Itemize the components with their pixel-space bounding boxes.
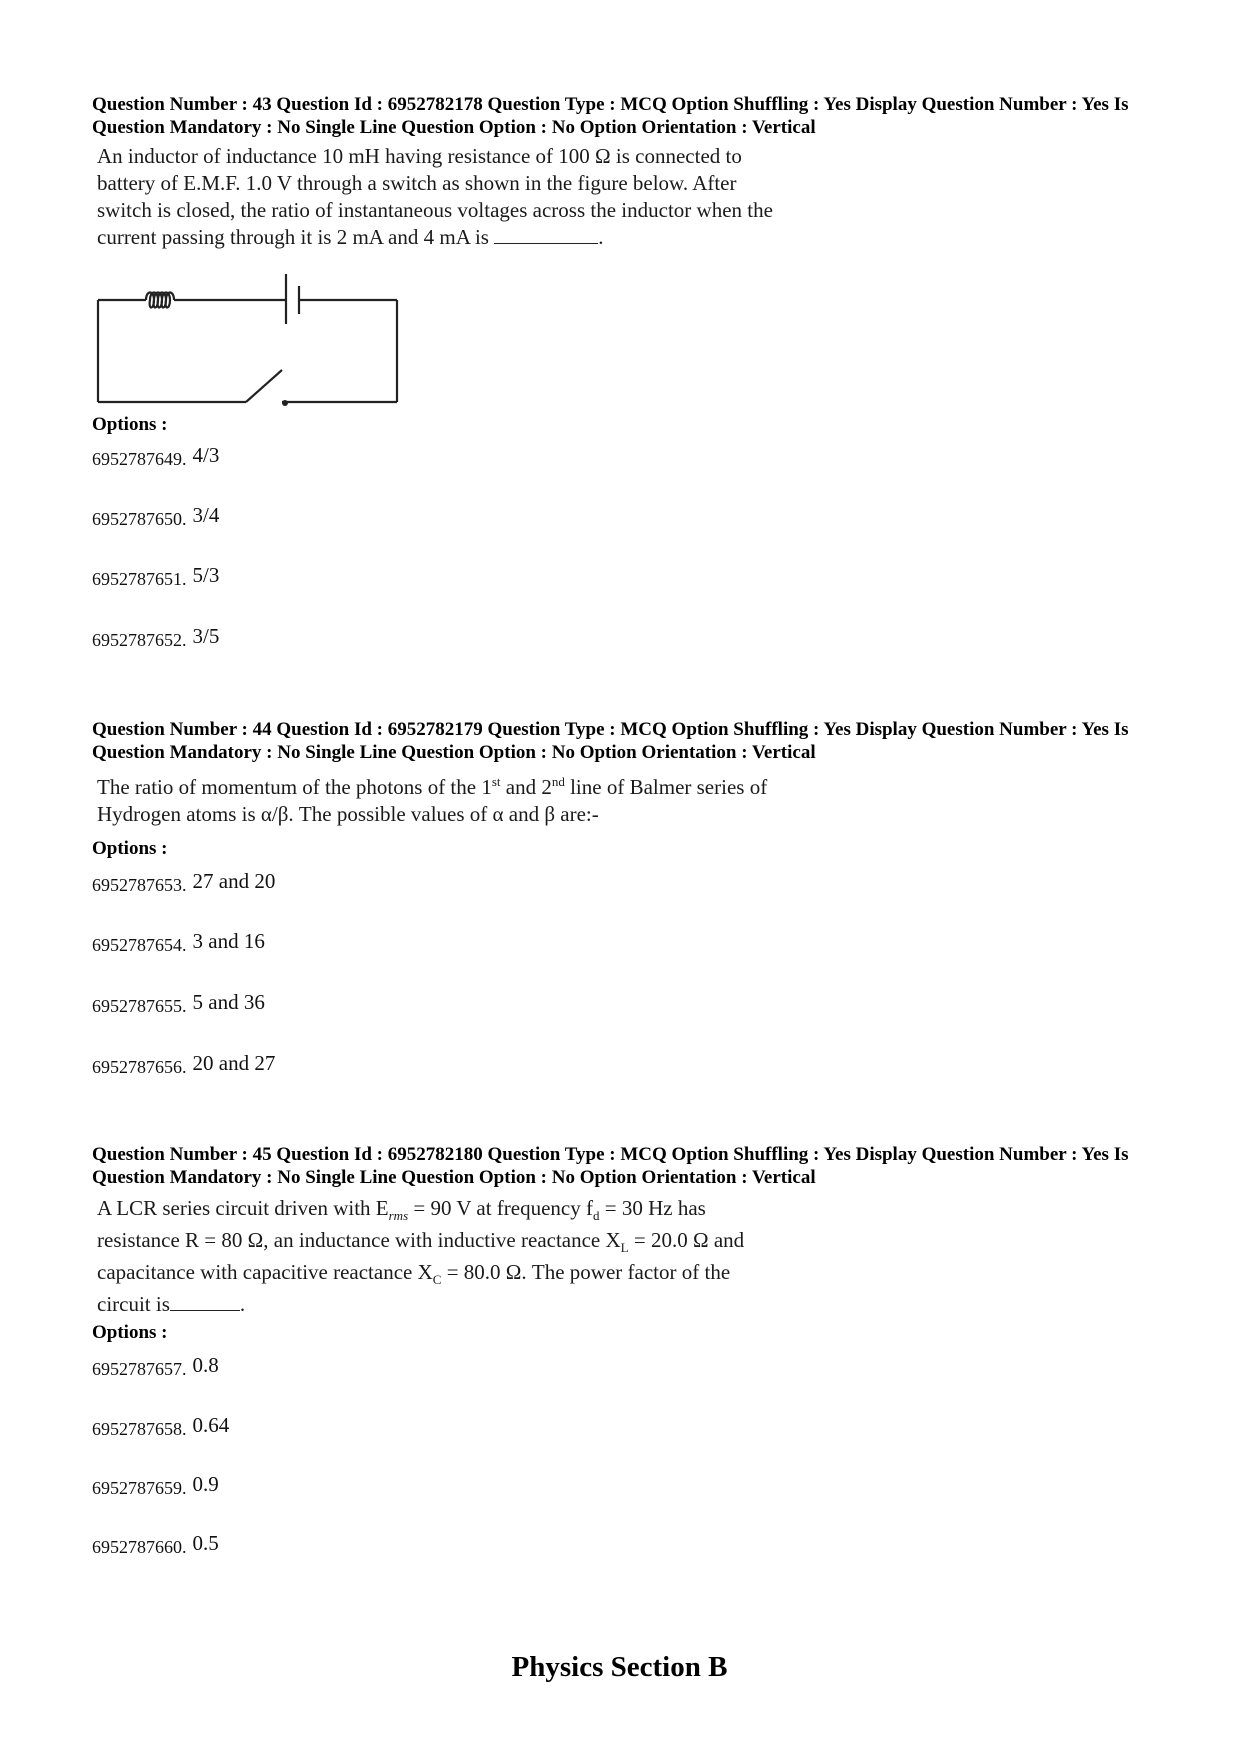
section-title: Physics Section B: [511, 1651, 728, 1683]
question-text-line: A LCR series circuit driven with $E_{rms} = 90$ V at frequency $f_d = 30$ Hz has: [97, 1196, 706, 1224]
option-value: 27 and 20: [192, 869, 276, 893]
options-label: Options :: [92, 414, 168, 435]
switch-arm: [246, 370, 282, 402]
question-text-line: current passing through it is 2 mA and 4 mA is .: [97, 225, 604, 249]
option-item[interactable]: [92, 624, 220, 652]
question-text-line: resistance R = 80 Ω, an inductance with inductive reactance $X_L = 20.0$ Ω and: [97, 1228, 745, 1256]
question-43-meta: Question Number : 43 Question Id : 6952782178 Question Type : MCQ Option Shuffling : Yes Display Question Number : Yes Is Question Mandatory : No Single Line Question Option : No Option Orientation : Vertical: [92, 94, 1129, 138]
question-44-meta: Question Number : 44 Question Id : 6952782179 Question Type : MCQ Option Shuffling : Yes Display Question Number : Yes Is Question Mandatory : No Single Line Question Option : No Option Orientation : Vertical: [92, 719, 1129, 763]
option-id: 6952787650.: [92, 509, 187, 529]
question-text-line: The ratio of momentum of the photons of the 1st and 2nd line of Balmer series of: [97, 774, 768, 799]
question-text-line: capacitance with capacitive reactance $X_C = 80.0$ Ω. The power factor of the: [97, 1260, 731, 1288]
question-44-text: [97, 774, 877, 828]
option-id: 6952787660.: [92, 1537, 187, 1557]
option-value: 0.64: [192, 1413, 230, 1437]
options-label: Options :: [92, 838, 168, 859]
option-id: 6952787658.: [92, 1419, 187, 1439]
option-value: 5 and 36: [192, 990, 265, 1014]
option-value: 5/3: [192, 563, 220, 587]
option-item[interactable]: [92, 869, 276, 897]
option-item[interactable]: [92, 1051, 276, 1079]
option-id: 6952787659.: [92, 1478, 187, 1498]
question-43-text: [97, 143, 877, 251]
option-item[interactable]: [92, 1531, 219, 1559]
option-id: 6952787656.: [92, 1057, 187, 1077]
option-item[interactable]: [92, 1413, 230, 1441]
option-value: 0.9: [192, 1472, 219, 1496]
option-id: 6952787657.: [92, 1359, 187, 1379]
option-value: 3/4: [192, 503, 220, 527]
option-item[interactable]: [92, 563, 220, 591]
option-item[interactable]: [92, 443, 220, 471]
switch-contact: [282, 400, 288, 406]
option-item[interactable]: [92, 503, 220, 531]
option-id: 6952787654.: [92, 935, 187, 955]
question-45-meta: Question Number : 45 Question Id : 6952782180 Question Type : MCQ Option Shuffling : Yes Display Question Number : Yes Is Question Mandatory : No Single Line Question Option : No Option Orientation : Vertical: [92, 1144, 1129, 1188]
circuit-diagram: [96, 268, 416, 408]
question-text-line: battery of E.M.F. 1.0 V through a switch as shown in the figure below. After: [97, 171, 737, 195]
option-value: 4/3: [192, 443, 220, 467]
options-label: Options :: [92, 1322, 168, 1343]
option-value: 20 and 27: [192, 1051, 276, 1075]
question-text-line: switch is closed, the ratio of instantaneous voltages across the inductor when the: [97, 198, 773, 222]
option-id: 6952787651.: [92, 569, 187, 589]
question-text-line: circuit is .: [97, 1292, 246, 1316]
option-item[interactable]: [92, 990, 265, 1018]
option-id: 6952787653.: [92, 875, 187, 895]
option-item[interactable]: [92, 1472, 219, 1500]
option-value: 3/5: [192, 624, 220, 648]
option-value: 3 and 16: [192, 929, 265, 953]
option-item[interactable]: [92, 929, 265, 957]
inductor-coil: [146, 293, 174, 308]
option-item[interactable]: [92, 1353, 219, 1381]
option-id: 6952787652.: [92, 630, 187, 650]
option-id: 6952787649.: [92, 449, 187, 469]
option-id: 6952787655.: [92, 996, 187, 1016]
question-45-text: [97, 1192, 877, 1320]
option-value: 0.8: [192, 1353, 219, 1377]
question-text-line: An inductor of inductance 10 mH having resistance of 100 Ω is connected to: [97, 144, 742, 168]
question-text-line: Hydrogen atoms is α/β. The possible values of α and β are:-: [97, 802, 599, 826]
option-value: 0.5: [192, 1531, 219, 1555]
